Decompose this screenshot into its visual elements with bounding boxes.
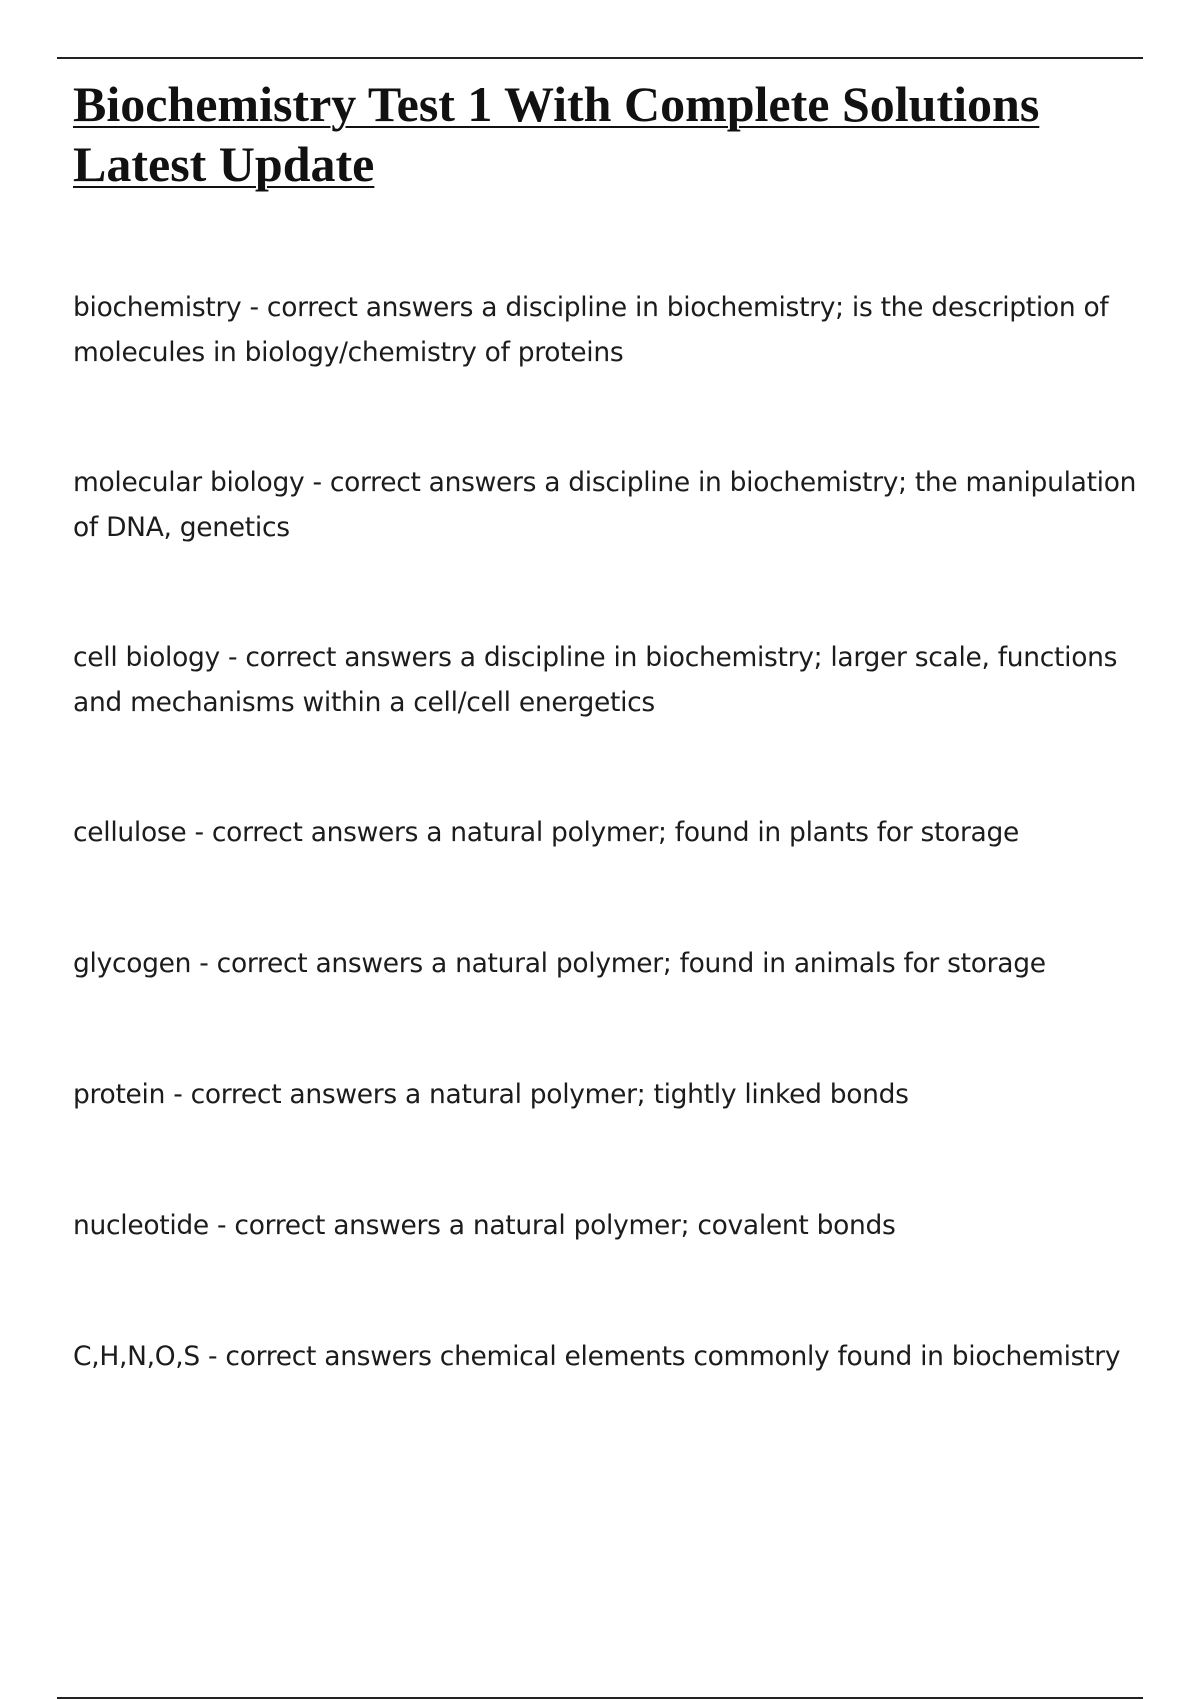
list-item: biochemistry - correct answers a discipline in biochemistry; is the description of molecules in biology/chemistry of proteins	[73, 292, 1109, 368]
top-rule	[57, 57, 1143, 59]
list-item: cellulose - correct answers a natural polymer; found in plants for storage	[73, 817, 1020, 848]
list-item: C,H,N,O,S - correct answers chemical elements commonly found in biochemistry	[73, 1341, 1121, 1372]
list-item: protein - correct answers a natural polymer; tightly linked bonds	[73, 1079, 909, 1110]
answer-list	[73, 285, 1148, 1379]
list-item: glycogen - correct answers a natural polymer; found in animals for storage	[73, 948, 1046, 979]
bottom-rule	[57, 1697, 1143, 1699]
list-item: molecular biology - correct answers a discipline in biochemistry; the manipulation of DNA, genetics	[73, 467, 1137, 543]
document-title: Biochemistry Test 1 With Complete Solutions Latest Update	[73, 76, 1040, 192]
list-item: cell biology - correct answers a discipline in biochemistry; larger scale, functions and mechanisms within a cell/cell energetics	[73, 642, 1118, 718]
list-item: nucleotide - correct answers a natural polymer; covalent bonds	[73, 1210, 896, 1241]
